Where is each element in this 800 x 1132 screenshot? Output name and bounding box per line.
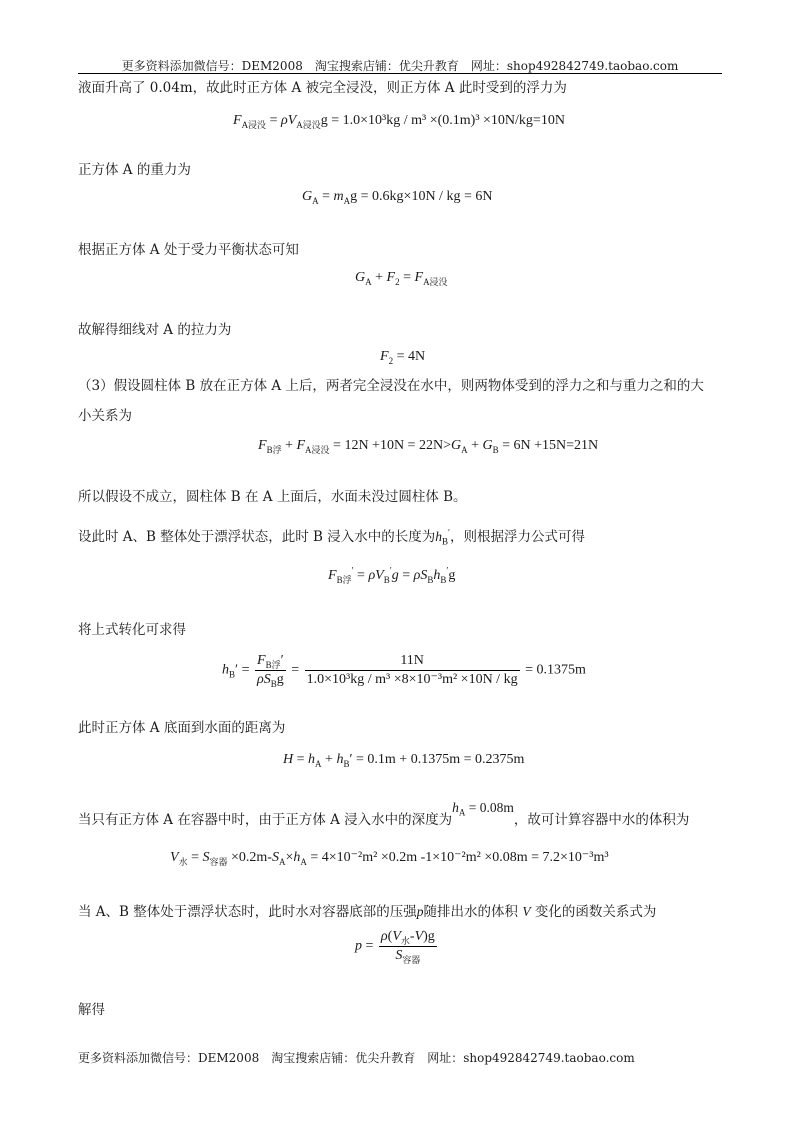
equation-balance: $G_A + F_2 = F_{A浸没}$: [355, 270, 448, 287]
paragraph-5: （3）假设圆柱体 B 放在正方体 A 上后，两者完全浸没在水中，则两物体受到的浮力之和与重力之和的大: [78, 378, 704, 394]
paragraph-9: 此时正方体 A 底面到水面的距离为: [78, 720, 286, 736]
paragraph-11: 当 A、B 整体处于漂浮状态时，此时水对容器底部的压强p随排出水的体积 V 变化的函数关系式为: [78, 904, 657, 920]
page-header: 更多资料添加微信号：DEM2008 淘宝搜索店铺：优尖升教育 网址：shop492842749.taobao.com: [121, 59, 679, 73]
equation-buoyancy-a: $F_{A浸没} = \rho V_{A浸没}g = 1.0\times 10^3kg / m^3 \times(0.1m)^3 \times 10N/kg=10N$: [233, 113, 565, 130]
header-divider: [78, 73, 722, 74]
paragraph-1: 液面升高了 0.04m，故此时正方体 A 被完全浸没，则正方体 A 此时受到的浮力为: [78, 80, 567, 96]
equation-gravity-a: $G_A = m_Ag = 0.6kg\times 10N$ / kg = 6N: [302, 189, 493, 206]
equation-buoyancy-b: $F_{B浮}' = \rho V_B'g = \rho S_Bh_B'g$: [328, 565, 456, 585]
paragraph-2: 正方体 A 的重力为: [78, 162, 191, 178]
paragraph-6: 所以假设不成立，圆柱体 B 在 A 上面后，水面未没过圆柱体 B。: [78, 489, 467, 505]
equation-water-volume: $V_水 = S_{容器} \times 0.2m-S_A\times h_A = 4\times 10^{-2}m^2 \times 0.2m$ -1×10⁻²m² ×0.08m = 7.2×10⁻³m³: [170, 850, 609, 867]
equation-pressure: p = $\frac{\rho(V_水-V)g}{S_{容器}}$: [355, 929, 435, 965]
paragraph-10: 当只有正方体 A 在容器中时，由于正方体 A 浸入水中的深度为$h_A = 0.08m$，故可计算容器中水的体积为: [78, 800, 690, 828]
paragraph-8: 将上式转化可求得: [78, 622, 186, 638]
equation-tension: $F_2 = 4N$: [380, 349, 426, 366]
equation-hb: $h_B'$ = $\frac{F_{B浮}'}{\rho S_Bg}$ = $\frac{11N}{\text{1.0×10³kg / m³ ×8×10⁻³m² ×10N / kg}}$ = 0.1375m: [222, 653, 586, 689]
paragraph-3: 根据正方体 A 处于受力平衡状态可知: [78, 242, 299, 258]
paragraph-12: 解得: [78, 1002, 105, 1018]
page-footer: 更多资料添加微信号：DEM2008 淘宝搜索店铺：优尖升教育 网址：shop492842749.taobao.com: [78, 1051, 635, 1065]
paragraph-7: 设此时 A、B 整体处于漂浮状态，此时 B 浸入水中的长度为$h_B'$，则根据浮力公式可得: [78, 527, 585, 547]
paragraph-4: 故解得细线对 A 的拉力为: [78, 322, 232, 338]
equation-height: $H = h_A + h_B' = 0.1m + 0.1375m = 0.2375m$: [283, 752, 525, 769]
paragraph-5b: 小关系为: [78, 408, 132, 424]
equation-compare: $F_{B浮} + F_{A浸没} = 12N +10N = 22N>G_A + G_B = 6N +15N=21N$: [258, 438, 599, 455]
